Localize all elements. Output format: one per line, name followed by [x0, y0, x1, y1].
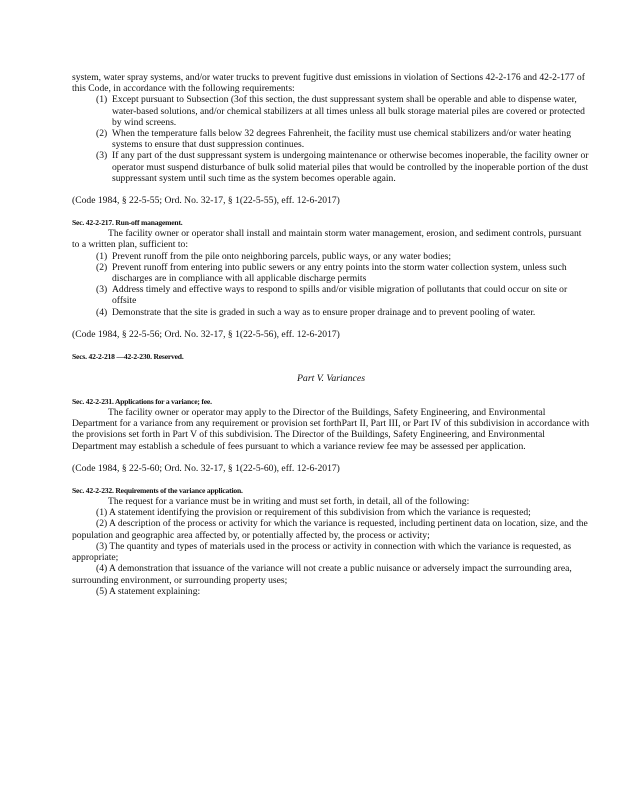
- section-heading: Sec. 42-2-217. Run-off management.: [72, 218, 183, 228]
- list-item: (5) A statement explaining:: [96, 585, 201, 597]
- runoff-list: [72, 251, 590, 318]
- section-heading: Sec. 42-2-231. Applications for a variance; fee.: [72, 397, 212, 407]
- list-item: (1) Except pursuant to Subsection (3of this section, the dust suppressant system shall be operable and able to dispense water, water-based solutions, and/or chemical stabilizers at all times unless all bulk storage material piles are covered or protected by wind screens.: [96, 94, 585, 128]
- list-item: (2) A description of the process or activity for which the variance is requested, including pertinent data on location, size, and the population and geographic area affected by, or potentially affected by, the process or activity;: [72, 518, 588, 541]
- list-item: (2) When the temperature falls below 32 degrees Fahrenheit, the facility must use chemical stabilizers and/or water heating systems to ensure that dust suppression continues.: [96, 128, 571, 151]
- history-note: (Code 1984, § 22-5-56; Ord. No. 32-17, § 1(22-5-56), eff. 12-6-2017): [72, 328, 340, 340]
- document-page: [72, 72, 590, 597]
- section-body: The facility owner or operator may apply to the Director of the Buildings, Safety Engineering, and Environmental Department for a variance from any requirement or provision set forthPart II, Part III, or Part IV of this subdivision in accordance with the provisions set forth in Part V of this subdivision. The Director of the Buildings, Safety Engineering, and Environmental Department may establish a schedule of fees pursuant to which a variance review fee may be assessed per application.: [72, 407, 590, 452]
- reserved-heading: Secs. 42-2-218 —42-2-230. Reserved.: [72, 352, 184, 362]
- section-intro: The facility owner or operator shall install and maintain storm water management, erosion, and sediment controls, pursuant to a written plan, sufficient to:: [72, 228, 582, 251]
- list-item: (1) A statement identifying the provision or requirement of this subdivision from which the variance is requested;: [96, 507, 531, 519]
- list-item: (1) Prevent runoff from the pile onto neighboring parcels, public ways, or any water bodies;: [96, 250, 451, 262]
- intro-paragraph: system, water spray systems, and/or water trucks to prevent fugitive dust emissions in violation of Sections 42-2-176 and 42-2-177 of this Code, in accordance with the following requirements:: [72, 72, 585, 95]
- section-intro: The request for a variance must be in writing and must set forth, in detail, all of the following:: [108, 496, 470, 508]
- list-item: (4) Demonstrate that the site is graded in such a way as to ensure proper drainage and to prevent pooling of water.: [96, 306, 536, 318]
- history-note: (Code 1984, § 22-5-55; Ord. No. 32-17, § 1(22-5-55), eff. 12-6-2017): [72, 195, 340, 207]
- history-note: (Code 1984, § 22-5-60; Ord. No. 32-17, § 1(22-5-60), eff. 12-6-2017): [72, 462, 340, 474]
- dust-requirements-list: [72, 94, 590, 184]
- list-item: (3) Address timely and effective ways to respond to spills and/or visible migration of pollutants that could occur on site or offsite: [96, 284, 568, 307]
- part-title: Part V. Variances: [296, 373, 366, 385]
- list-item: (3) The quantity and types of materials used in the process or activity in connection with which the variance is requested, as appropriate;: [72, 540, 572, 564]
- list-item: (3) If any part of the dust suppressant system is undergoing maintenance or otherwise becomes inoperable, the facility owner or operator must suspend disturbance of bulk solid material piles that would be controlled by the inoperable portion of the dust suppressant system until such time as the system becomes operable again.: [96, 150, 589, 184]
- list-item: (2) Prevent runoff from entering into public sewers or any entry points into the storm water collection system, unless such discharges are in compliance with all applicable discharge permits: [96, 261, 567, 285]
- section-heading: Sec. 42-2-232. Requirements of the variance application.: [72, 486, 243, 496]
- list-item: (4) A demonstration that issuance of the variance will not create a public nuisance or adversely impact the surrounding area, surrounding environment, or surrounding property uses;: [72, 563, 572, 586]
